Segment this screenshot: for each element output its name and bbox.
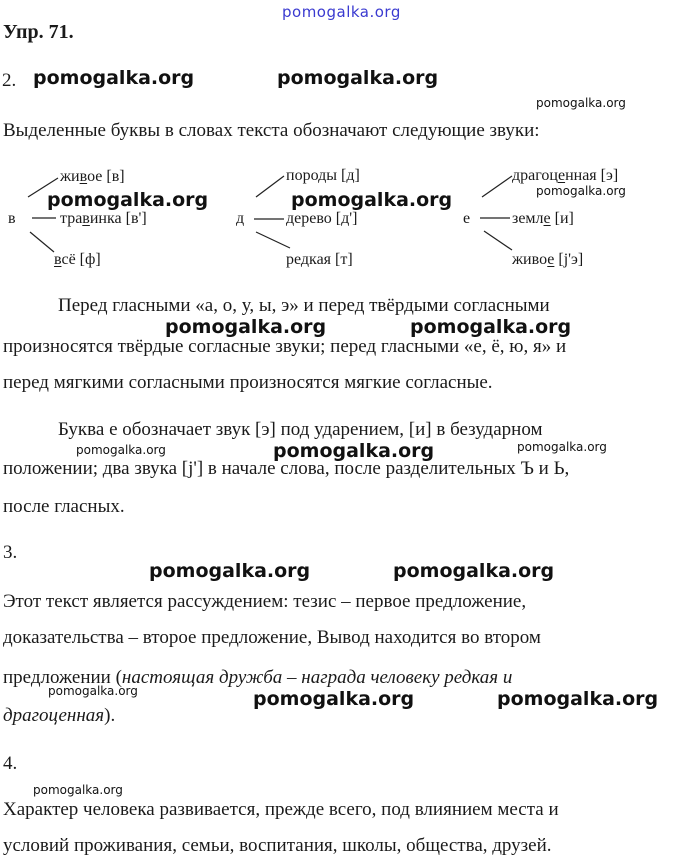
section-4-line: условий проживания, семьи, воспитания, школы, общества, друзей. bbox=[3, 835, 552, 856]
diagram-letter: д bbox=[236, 210, 245, 227]
para2-line: Буква е обозначает звук [э] под ударением, [и] в безударном bbox=[58, 419, 543, 440]
section-3-line: Этот текст является рассуждением: тезис – первое предложение, bbox=[3, 591, 527, 612]
connector-line bbox=[482, 176, 512, 197]
watermark: pomogalka.org bbox=[277, 67, 439, 89]
watermark: pomogalka.org bbox=[165, 316, 327, 338]
watermark: pomogalka.org bbox=[149, 560, 311, 582]
para2-line: положении; два звука [j'] в начале слова, после разделительных Ъ и Ь, bbox=[3, 458, 570, 479]
connector-line bbox=[484, 231, 512, 250]
para1-line: произносятся твёрдые согласные звуки; перед гласными «е, ё, ю, я» и bbox=[3, 336, 567, 357]
watermark: pomogalka.org bbox=[393, 560, 555, 582]
watermark: pomogalka.org bbox=[33, 783, 123, 797]
section-3-line: доказательства – второе предложение, Вывод находится во втором bbox=[3, 627, 541, 648]
para1-line: перед мягкими согласными произносятся мягкие согласные. bbox=[3, 372, 493, 393]
watermark: pomogalka.org bbox=[33, 67, 195, 89]
watermark: pomogalka.org bbox=[47, 189, 209, 211]
section-4-number: 4. bbox=[3, 753, 18, 774]
diagram-item: драгоценная [э] bbox=[512, 167, 619, 184]
watermark: pomogalka.org bbox=[76, 443, 166, 457]
diagram-item: редкая [т] bbox=[286, 251, 353, 268]
diagram-item: травинка [в'] bbox=[60, 210, 147, 227]
section-4-line: Характер человека развивается, прежде всего, под влиянием места и bbox=[3, 799, 559, 820]
section-3-number: 3. bbox=[3, 542, 18, 563]
watermark: pomogalka.org bbox=[410, 316, 572, 338]
watermark: pomogalka.org bbox=[536, 184, 626, 198]
watermark: pomogalka.org bbox=[497, 688, 659, 710]
diagram-item: земле [и] bbox=[512, 210, 574, 227]
diagram-item: всё [ф] bbox=[54, 251, 101, 268]
diagram-item: дерево [д'] bbox=[286, 210, 358, 227]
connector-line bbox=[256, 176, 284, 197]
watermark: pomogalka.org bbox=[291, 189, 453, 211]
para1-line: Перед гласными «а, о, у, ы, э» и перед твёрдыми согласными bbox=[58, 295, 550, 316]
watermark: pomogalka.org bbox=[48, 684, 138, 698]
connector-line bbox=[256, 232, 290, 248]
diagram-connector-lines bbox=[0, 0, 675, 290]
diagram-letter: в bbox=[8, 210, 16, 227]
section-3-line: драгоценная). bbox=[3, 705, 116, 726]
diagram-letter: е bbox=[463, 210, 471, 227]
watermark: pomogalka.org bbox=[536, 96, 626, 110]
para2-line: после гласных. bbox=[3, 496, 125, 517]
connector-line bbox=[30, 232, 54, 252]
exercise-title: Упр. 71. bbox=[3, 21, 74, 43]
diagram-item: живое [в] bbox=[60, 168, 125, 185]
watermark-top: pomogalka.org bbox=[282, 3, 401, 21]
section-2-intro: Выделенные буквы в словах текста обозначают следующие звуки: bbox=[3, 120, 540, 141]
watermark: pomogalka.org bbox=[253, 688, 415, 710]
diagram-item: живое [j'э] bbox=[512, 251, 584, 268]
section-3-line: предложении (настоящая дружба – награда человеку редкая и bbox=[3, 667, 513, 688]
section-2-number: 2. bbox=[2, 70, 17, 91]
watermark: pomogalka.org bbox=[517, 440, 607, 454]
diagram-item: породы [д] bbox=[286, 167, 360, 184]
watermark: pomogalka.org bbox=[273, 440, 435, 462]
